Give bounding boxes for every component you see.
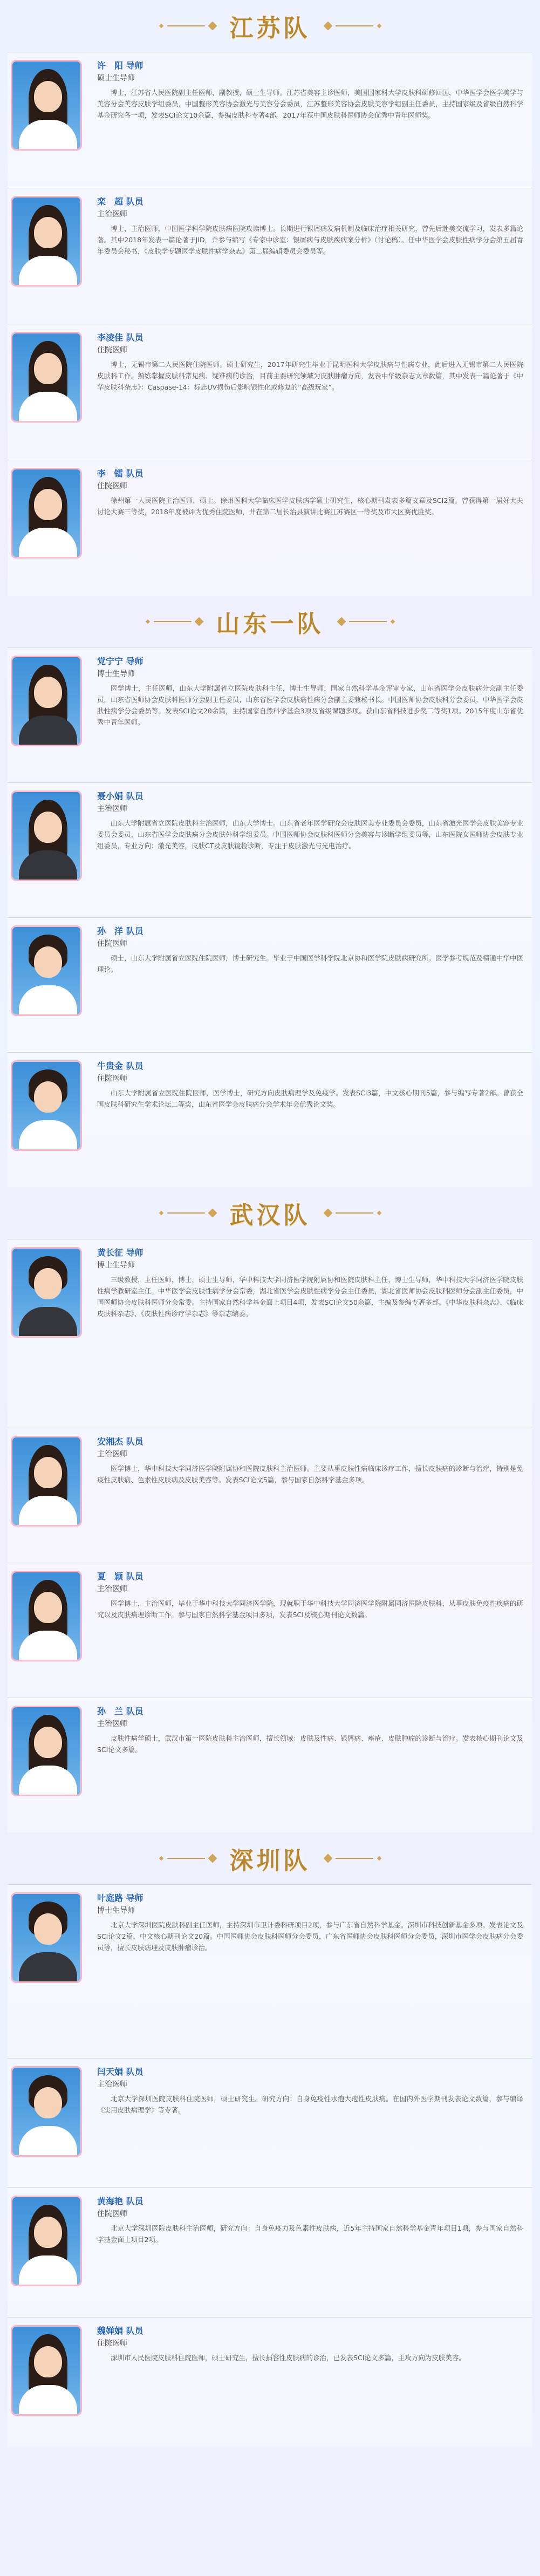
member-card <box>8 324 532 460</box>
member-info <box>97 60 523 121</box>
member-name: 聂小娟 队员 <box>97 791 143 801</box>
member-name: 黄长征 导师 <box>97 1248 143 1258</box>
member-photo <box>11 2325 82 2416</box>
member-card <box>8 1239 532 1428</box>
member-card <box>8 460 532 596</box>
member-card <box>8 1428 532 1563</box>
member-bio: 博士，无锡市第二人民医院住院医师。硕士研究生，2017年研究生毕业于昆明医科大学皮肤病与性病专业，此后进入无锡市第二人民医院皮肤科工作。熟练掌握皮肤科常见病、疑难病的诊治，目前主要研究领域为皮肤肿瘤方向，发表中华级杂志文章数篇，其中发表一篇论著于《中华皮肤科杂志》：Caspase-14：标志UV损伤后影响银性化或修复的“高级玩家”。 <box>97 360 523 391</box>
member-photo <box>11 1060 82 1151</box>
member-role: 主治医师 <box>97 1450 127 1459</box>
member-card <box>8 2317 532 2446</box>
member-info <box>97 1571 523 1620</box>
member-photo <box>11 656 82 746</box>
ornament-right <box>325 1855 381 1862</box>
section-shandong <box>0 596 540 648</box>
member-photo <box>11 1571 82 1661</box>
member-bio: 北京大学深圳医院皮肤科主治医师，研究方向：自身免疫力及色素性皮肤病，近5年主持国家自然科学基金青年项目1项，参与国家自然科学基金面上项目2项。 <box>97 2224 523 2244</box>
member-name: 李凌佳 队员 <box>97 332 143 343</box>
member-bio: 博士，主治医师，中国医学科学院皮肤病医院攻读博士。长期进行银屑病发病机制及临床治疗相关研究，曾先后赴美交流学习，发表多篇论著。其中2018年发表一篇论著于JID，并参与编写《专家中诊室：银屑病与皮肤疾病案分析》（讨论稿）。任中华医学会皮肤性病学分会第五届青年委员会秘书，《皮肤学专题医学皮肤性病学杂志》第二届编辑委员会委员等。 <box>97 224 523 255</box>
ornament-left <box>160 1210 216 1216</box>
member-photo <box>11 196 82 287</box>
member-bio: 医学博士，主治医师，毕业于华中科技大学同济医学院，现就职于华中科技大学同济医学院附属同济医院皮肤科，从事皮肤免疫性疾病的研究以及皮肤病理诊断工作。参与国家自然科学基金项目多项，发表SCI及核心期刊论文数篇。 <box>97 1599 523 1619</box>
member-photo <box>11 60 82 151</box>
member-photo <box>11 468 82 558</box>
member-bio: 三级教授，主任医师，博士，硕士生导师，华中科技大学同济医学院附属协和医院皮肤科主任，博士生导师，华中科技大学同济医学院皮肤性病学教研室主任。中华医学会皮肤性病学分会常委，湖北省医学会皮肤性病学分会主任委员，湖北省医师协会皮肤科医师分会副主任委员，中国医师协会皮肤科医师分会常委。主持国家自然科学基金面上项目4项，发表SCI论文50余篇，主编及参编专著多部。《中华皮肤科杂志》、《临床皮肤科杂志》、《皮肤性病诊疗学杂志》等杂志编委。 <box>97 1276 523 1318</box>
member-role: 主治医师 <box>97 1720 127 1728</box>
member-name: 叶庭路 导师 <box>97 1893 143 1903</box>
member-info <box>97 1247 523 1319</box>
member-name: 许 阳 导师 <box>97 60 143 71</box>
member-bio: 硕士，山东大学附属省立医院住院医师，博士研究生。毕业于中国医学科学院北京协和医学院皮肤病研究所。医学参考规范及精通中华中医理论。 <box>97 954 523 973</box>
member-name: 闫天娟 队员 <box>97 2067 143 2077</box>
member-bio: 北京大学深圳医院皮肤科副主任医师，主持深圳市卫计委科研项目2项，参与广东省自然科学基金。深圳市科技创新基金多项。发表论文及SCI论文2篇，中文核心期刊论文20篇。中国医师协会皮肤科医师分会委员，广东省医师协会皮肤科医师分会委员，深圳市医学会皮肤病分会委员等，擅长皮肤病理及皮肤肿瘤诊治。 <box>97 1921 523 1952</box>
member-info <box>97 1706 523 1755</box>
member-bio: 北京大学深圳医院皮肤科住院医师，硕士研究生。研究方向：自身免疫性水疱大疱性皮肤病。在国内外医学期刊发表论文数篇，参与编译《实用皮肤病理学》等专著。 <box>97 2095 523 2114</box>
member-bio: 医学博士，华中科技大学同济医学院附属协和医院皮肤科主治医师。主要从事皮肤性病临床诊疗工作，擅长皮肤病的诊断与治疗，特别是免疫性皮肤病、色素性皮肤病及皮肤美容等。发表SCI论文5篇，参与国家自然科学基金多项。 <box>97 1464 523 1484</box>
section-header <box>0 1832 540 1884</box>
member-card <box>8 782 532 917</box>
member-info <box>97 925 523 975</box>
member-card <box>8 188 532 324</box>
section-header <box>0 596 540 648</box>
member-role: 主治医师 <box>97 210 127 219</box>
member-info <box>97 1436 523 1485</box>
member-name: 夏 颖 队员 <box>97 1571 143 1582</box>
member-card <box>8 1884 532 2058</box>
member-info <box>97 2325 523 2363</box>
section-title: 江苏队 <box>229 15 311 42</box>
member-card <box>8 648 532 782</box>
member-photo <box>11 1892 82 1983</box>
section-wuhan <box>0 1187 540 1239</box>
member-card <box>8 917 532 1052</box>
member-role: 住院医师 <box>97 346 127 355</box>
member-info <box>97 196 523 257</box>
member-info <box>97 468 523 517</box>
member-name: 党宁宁 导师 <box>97 656 143 666</box>
member-info <box>97 332 523 393</box>
ornament-right <box>325 1210 381 1216</box>
member-bio: 医学博士，主任医师，山东大学附属省立医院皮肤科主任，博士生导师，国家自然科学基金评审专家，山东省医学会皮肤病分会副主任委员，山东省医师协会皮肤科医师分会副主任委员，山东省医学会皮肤病性病分会副主委兼秘书长。中国医师协会皮肤科分会委员，中华医学会皮肤性病学分会委员等。发表SCI论文20余篇，主持国家自然科学基金3项及省级课题多项。获山东省科技进步奖二等奖1项。2015年度山东省优秀中青年医师。 <box>97 684 523 726</box>
member-name: 黄海艳 队员 <box>97 2196 143 2206</box>
member-photo <box>11 1247 82 1338</box>
member-card <box>8 1563 532 1698</box>
member-name: 孙 洋 队员 <box>97 926 143 936</box>
member-role: 主治医师 <box>97 2080 127 2089</box>
member-bio: 皮肤性病学硕士，武汉市第一医院皮肤科主治医师，擅长领域：皮肤及性病、银屑病、痤疮、皮肤肿瘤的诊断与治疗。发表核心期刊论文及SCI论文多篇。 <box>97 1734 523 1754</box>
section-title: 深圳队 <box>229 1847 311 1875</box>
member-bio: 山东大学附属省立医院住院医师，医学博士，研究方向皮肤病理学及免疫学。发表SCI3篇，中文核心期刊5篇，参与编写专著2部。曾获全国皮肤科研究生学术论坛二等奖，山东省医学会皮肤病分会学术年会优秀论文奖。 <box>97 1089 523 1108</box>
member-photo <box>11 332 82 422</box>
member-bio: 徐州第一人民医院主治医师，硕士。徐州医科大学临床医学皮肤病学硕士研究生，核心期刊发表多篇文章及SCI2篇。曾获得第一届好大夫讨论大赛三等奖，2018年度被评为优秀住院医师，并在第二届长治县演讲比赛江苏赛区一等奖及市大区赛优胜奖。 <box>97 496 523 516</box>
member-bio: 山东大学附属省立医院皮肤科主治医师，山东大学博士。山东省老年医学研究会皮肤医美专业委员会委员，山东省激光医学会皮肤美容专业委员会委员，山东省医学会皮肤病分会皮肤外科学组委员。中国医师协会皮肤科医师分会美容与诊断学组委员等，山东医院女医师协会皮肤专业组委员，专业方向：激光美容，皮肤CT及皮肤镜检诊断，专注于皮肤激光与光电治疗。 <box>97 819 523 850</box>
member-info <box>97 1892 523 1953</box>
member-photo <box>11 2066 82 2157</box>
member-card <box>8 2058 532 2187</box>
member-photo <box>11 925 82 1016</box>
ornament-right <box>325 23 381 29</box>
member-name: 孙 兰 队员 <box>97 1706 143 1716</box>
section-jiangsu <box>0 0 540 52</box>
member-card <box>8 2187 532 2317</box>
section-header <box>0 1187 540 1239</box>
member-card <box>8 52 532 188</box>
member-name: 栾 超 队员 <box>97 196 143 207</box>
member-name: 牛贵金 队员 <box>97 1061 143 1071</box>
ornament-left <box>160 23 216 29</box>
member-role: 硕士生导师 <box>97 74 135 83</box>
ornament-left <box>146 618 202 625</box>
section-title: 武汉队 <box>229 1202 311 1229</box>
member-card <box>8 1698 532 1832</box>
member-role: 博士生导师 <box>97 1906 135 1915</box>
member-role: 住院医师 <box>97 939 127 948</box>
member-role: 住院医师 <box>97 2210 127 2218</box>
member-photo <box>11 790 82 881</box>
member-card <box>8 1052 532 1187</box>
member-role: 住院医师 <box>97 482 127 490</box>
member-role: 住院医师 <box>97 2339 127 2348</box>
member-photo <box>11 1436 82 1526</box>
member-role: 博士生导师 <box>97 670 135 678</box>
ornament-left <box>160 1855 216 1862</box>
member-info <box>97 2196 523 2245</box>
member-name: 安湘杰 队员 <box>97 1436 143 1447</box>
member-photo <box>11 1706 82 1796</box>
member-role: 住院医师 <box>97 1074 127 1083</box>
ornament-right <box>338 618 394 625</box>
member-name: 李 镭 队员 <box>97 468 143 479</box>
member-info <box>97 2066 523 2116</box>
section-header <box>0 0 540 52</box>
member-bio: 深圳市人民医院皮肤科住院医师，硕士研究生，擅长损容性皮肤病的诊治，已发表SCI论文多篇，主攻方向为皮肤美容。 <box>111 2354 466 2362</box>
member-name: 魏婵娟 队员 <box>97 2326 143 2336</box>
member-role: 主治医师 <box>97 805 127 813</box>
member-role: 主治医师 <box>97 1585 127 1593</box>
section-shenzhen <box>0 1832 540 1884</box>
section-title: 山东一队 <box>216 610 324 638</box>
member-info <box>97 656 523 728</box>
member-photo <box>11 2196 82 2286</box>
member-info <box>97 1060 523 1110</box>
member-info <box>97 790 523 851</box>
member-role: 博士生导师 <box>97 1261 135 1270</box>
member-bio: 博士，江苏省人民医院副主任医师，副教授，硕士生导师。江苏省美容主诊医师，美国国家科大学皮肤科研修回国，中华医学会医学美学与美容分会美容皮肤学组委员，中国整形美容协会激光与美容分会委员，江苏整形美容协会皮肤美容学组副主任委员，主持国家级及省级自然科学基金研究各一项，发表SCI论文10余篇，参编皮肤科专著4部。2017年获中国皮肤科医师协会优秀中青年医师奖。 <box>97 88 523 119</box>
